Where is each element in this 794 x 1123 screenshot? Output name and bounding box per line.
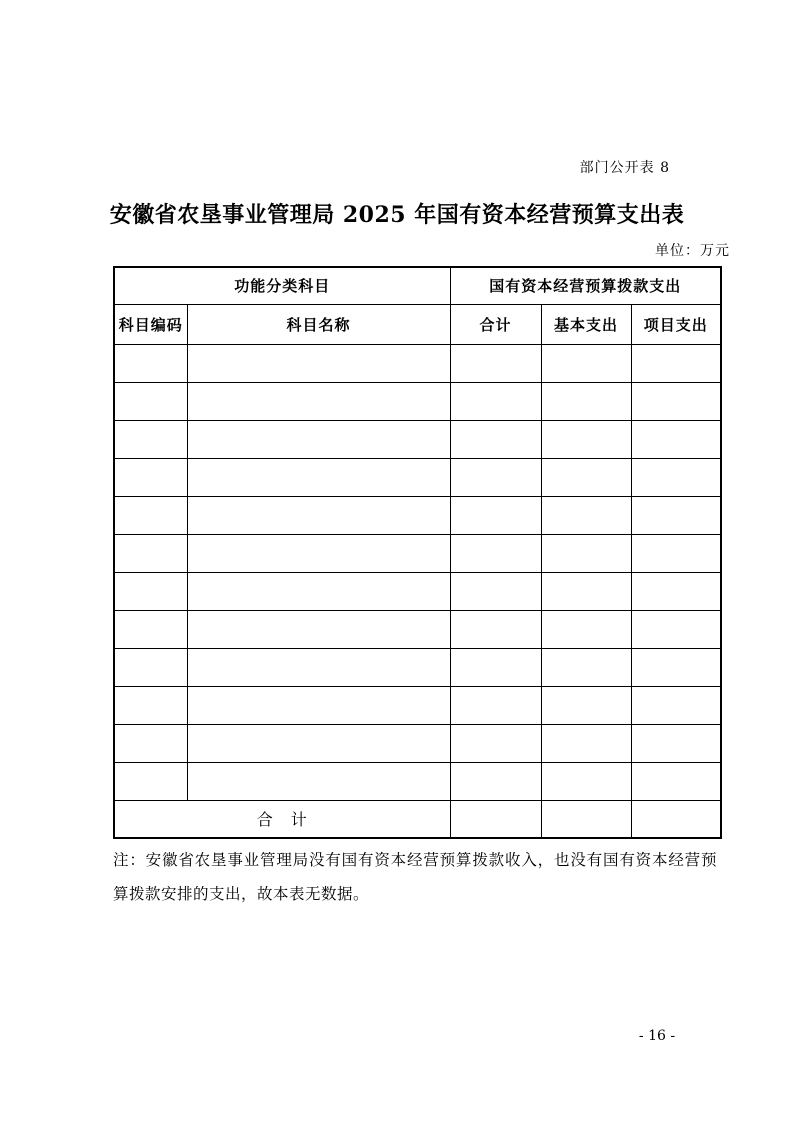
empty-cell-basic (541, 344, 631, 382)
footnote-line-2: 算拨款安排的支出，故本表无数据。 (113, 885, 370, 903)
empty-cell-basic (541, 648, 631, 686)
column-header-subject-name: 科目名称 (187, 304, 450, 344)
table-row (114, 762, 721, 800)
total-row (114, 800, 721, 838)
empty-cell-subject-code (114, 686, 187, 724)
column-header-row (114, 304, 721, 344)
empty-cell-subject-code (114, 344, 187, 382)
empty-cell-subject-name (187, 724, 450, 762)
empty-cell-project (631, 572, 721, 610)
table-row (114, 458, 721, 496)
table-row (114, 572, 721, 610)
empty-cell-total (450, 724, 541, 762)
empty-cell-project (631, 648, 721, 686)
empty-cell-subject-name (187, 572, 450, 610)
column-header-project-expenditure: 项目支出 (631, 304, 721, 344)
empty-cell-subject-name (187, 762, 450, 800)
table-row (114, 382, 721, 420)
empty-cell-subject-name (187, 534, 450, 572)
empty-cell-total (450, 648, 541, 686)
empty-cell-basic (541, 420, 631, 458)
table-row (114, 610, 721, 648)
column-header-total: 合计 (450, 304, 541, 344)
empty-cell-subject-code (114, 572, 187, 610)
empty-cell-subject-code (114, 610, 187, 648)
empty-cell-subject-code (114, 458, 187, 496)
empty-cell-subject-name (187, 610, 450, 648)
empty-cell-total (450, 382, 541, 420)
total-row-basic-cell (541, 800, 631, 838)
empty-cell-total (450, 534, 541, 572)
empty-cell-project (631, 382, 721, 420)
group-header-state-capital-budget-expenditure: 国有资本经营预算拨款支出 (450, 267, 721, 304)
empty-cell-project (631, 724, 721, 762)
footnote (113, 843, 717, 911)
empty-cell-subject-name (187, 420, 450, 458)
empty-cell-total (450, 610, 541, 648)
empty-cell-subject-name (187, 686, 450, 724)
corner-table-label: 部门公开表 8 (579, 160, 670, 176)
empty-cell-subject-name (187, 458, 450, 496)
empty-cell-total (450, 344, 541, 382)
empty-cell-total (450, 572, 541, 610)
empty-cell-subject-code (114, 382, 187, 420)
empty-cell-project (631, 344, 721, 382)
table-body-empty (114, 344, 721, 800)
group-header-row (114, 267, 721, 304)
empty-cell-total (450, 686, 541, 724)
empty-cell-subject-code (114, 420, 187, 458)
column-header-subject-code: 科目编码 (114, 304, 187, 344)
empty-cell-total (450, 458, 541, 496)
table-row (114, 534, 721, 572)
empty-cell-project (631, 496, 721, 534)
total-row-total-cell (450, 800, 541, 838)
table-row (114, 420, 721, 458)
empty-cell-project (631, 458, 721, 496)
footnote-line-1: 注：安徽省农垦事业管理局没有国有资本经营预算拨款收入，也没有国有资本经营预 (113, 851, 717, 869)
empty-cell-subject-name (187, 648, 450, 686)
empty-cell-subject-name (187, 344, 450, 382)
group-header-functional-classification: 功能分类科目 (114, 267, 450, 304)
empty-cell-basic (541, 610, 631, 648)
empty-cell-basic (541, 534, 631, 572)
empty-cell-subject-code (114, 496, 187, 534)
empty-cell-project (631, 610, 721, 648)
table-row (114, 724, 721, 762)
empty-cell-subject-code (114, 762, 187, 800)
table-row (114, 648, 721, 686)
empty-cell-basic (541, 458, 631, 496)
empty-cell-basic (541, 572, 631, 610)
empty-cell-project (631, 686, 721, 724)
table-row (114, 344, 721, 382)
total-row-label: 合 计 (114, 800, 450, 838)
table-row (114, 686, 721, 724)
empty-cell-basic (541, 762, 631, 800)
page-number: - 16 - (638, 1028, 676, 1044)
empty-cell-basic (541, 724, 631, 762)
empty-cell-project (631, 762, 721, 800)
empty-cell-subject-code (114, 724, 187, 762)
total-row-project-cell (631, 800, 721, 838)
empty-cell-subject-code (114, 534, 187, 572)
empty-cell-basic (541, 686, 631, 724)
empty-cell-total (450, 420, 541, 458)
page-title: 安徽省农垦事业管理局 2025 年国有资本经营预算支出表 (109, 202, 685, 228)
page-number-container (0, 1028, 794, 1044)
empty-cell-subject-name (187, 496, 450, 534)
empty-cell-basic (541, 496, 631, 534)
empty-cell-project (631, 420, 721, 458)
empty-cell-project (631, 534, 721, 572)
column-header-basic-expenditure: 基本支出 (541, 304, 631, 344)
empty-cell-basic (541, 382, 631, 420)
empty-cell-subject-code (114, 648, 187, 686)
table-row (114, 496, 721, 534)
empty-cell-total (450, 496, 541, 534)
empty-cell-total (450, 762, 541, 800)
empty-cell-subject-name (187, 382, 450, 420)
unit-label: 单位：万元 (655, 243, 730, 259)
budget-table (113, 266, 722, 839)
